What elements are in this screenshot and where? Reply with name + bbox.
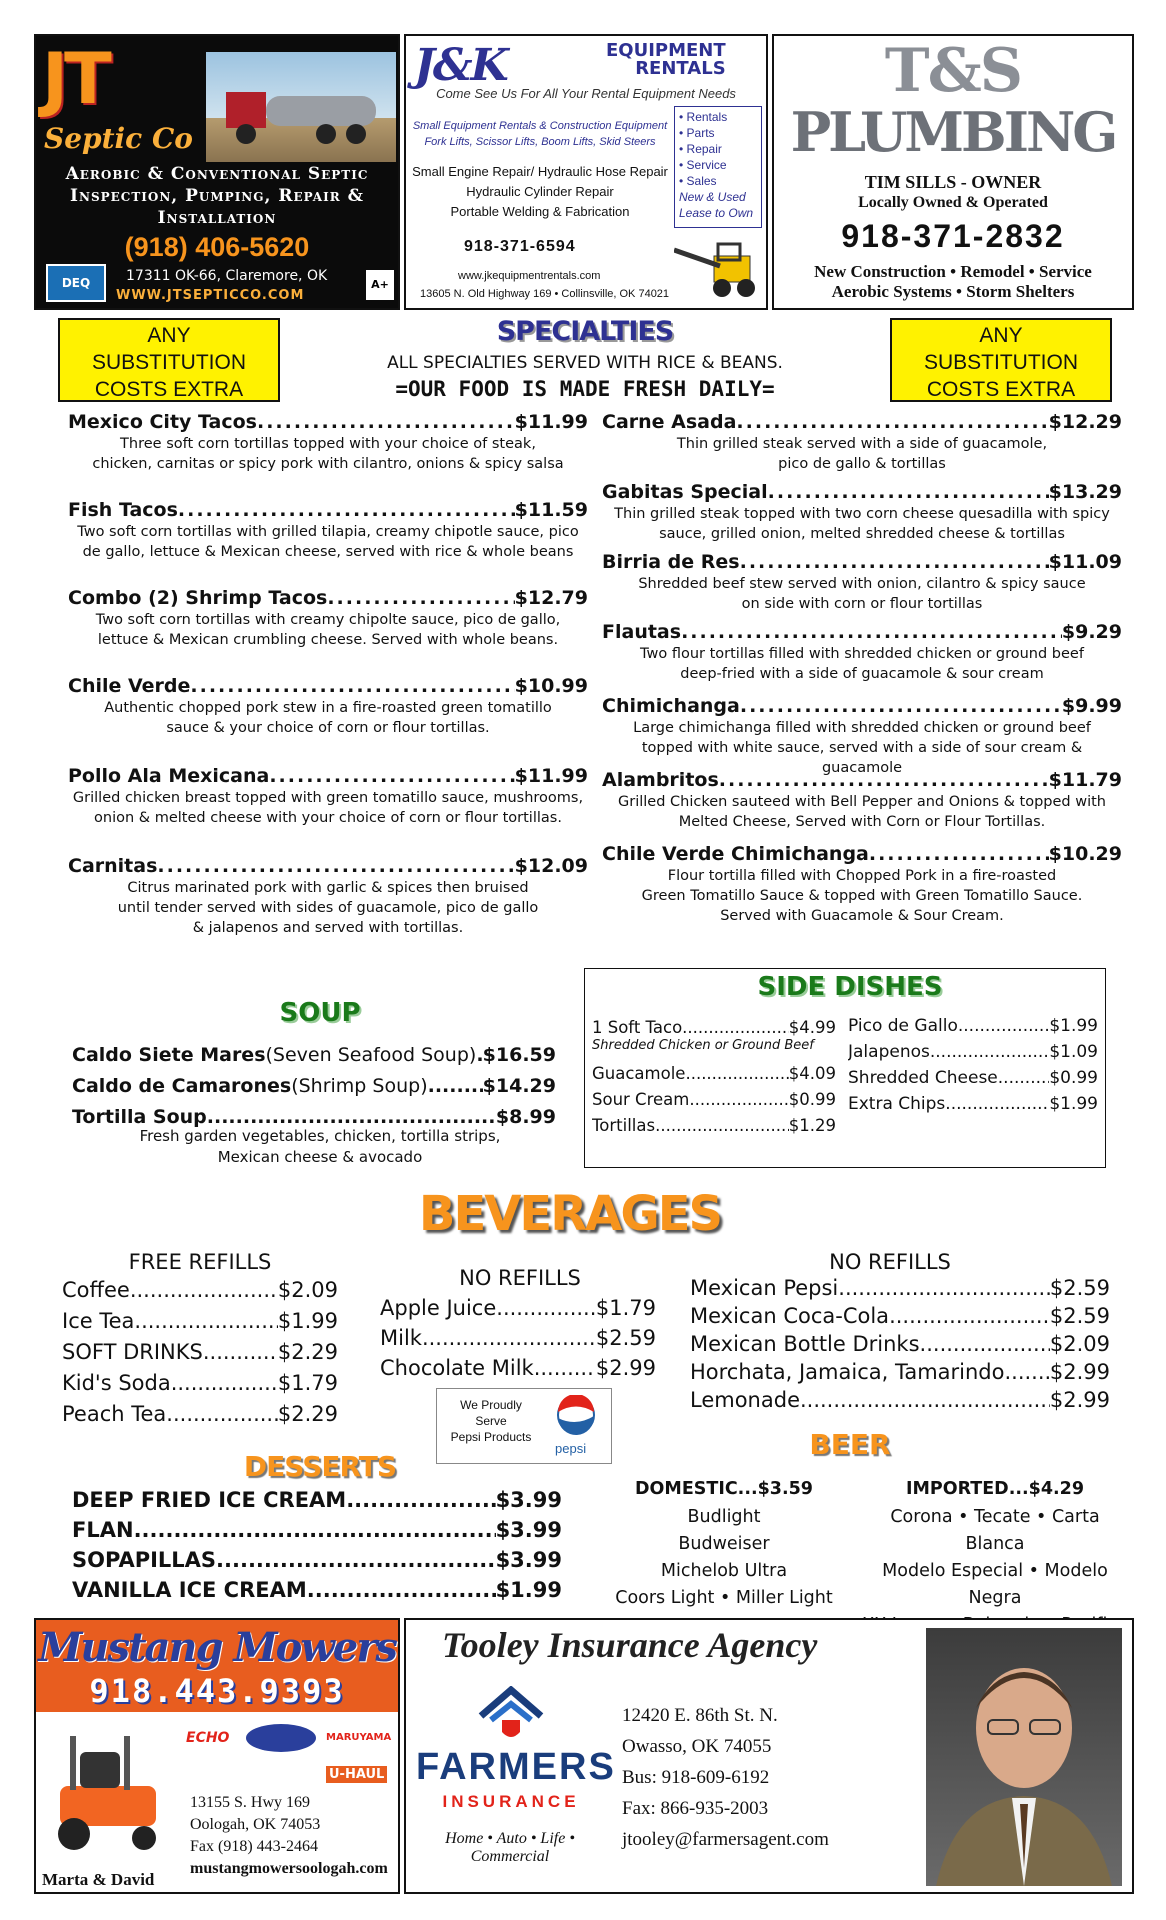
jt-company-name: Septic Co xyxy=(44,122,193,155)
line-item-price: $2.99 xyxy=(595,1356,656,1380)
side-dishes-title: SIDE DISHES xyxy=(757,972,943,1002)
line-item-name: Apple Juice xyxy=(380,1296,497,1320)
line-item-name: SOPAPILLAS xyxy=(72,1548,217,1572)
line-item-name: Shredded Cheese xyxy=(848,1068,998,1088)
line-item-name: Milk xyxy=(380,1326,422,1350)
menu-item-name: Mexico City Tacos xyxy=(68,411,257,433)
agency-name: Tooley Insurance Agency xyxy=(442,1625,818,1665)
free-refills-header: FREE REFILLS xyxy=(128,1250,272,1274)
menu-item-description: Authentic chopped pork stew in a fire-roasted green tomatillo xyxy=(104,700,552,716)
deq-badge: DEQ xyxy=(46,264,106,302)
menu-item-description: Three soft corn tortillas topped with your choice of steak, xyxy=(120,436,536,452)
line-item-price: $8.99 xyxy=(495,1106,556,1128)
jk-phone: 918-371-6594 xyxy=(464,238,576,255)
price-line xyxy=(62,1278,338,1302)
menu-item-description: Flour tortilla filled with Chopped Pork in a fire-roasted xyxy=(667,868,1057,884)
menu-item-description: Large chimichanga filled with shredded chicken or ground beef xyxy=(633,720,1091,736)
line-item-name: Sour Cream xyxy=(592,1090,690,1109)
price-line xyxy=(848,1094,1098,1114)
price-line xyxy=(380,1296,656,1320)
line-item-name: Caldo Siete Mares xyxy=(72,1044,266,1066)
menu-item-name: Combo (2) Shrimp Tacos xyxy=(68,587,328,609)
specialties-subtitle: ALL SPECIALTIES SERVED WITH RICE & BEANS. xyxy=(387,353,783,373)
ts-logo: T&S xyxy=(884,36,1022,106)
jt-phone: (918) 406-5620 xyxy=(124,232,310,262)
ts-plumbing-ad xyxy=(772,34,1134,310)
mustang-mowers-ad xyxy=(34,1618,400,1894)
line-item-name: Extra Chips xyxy=(848,1094,946,1114)
price-line xyxy=(690,1332,1110,1356)
jk-repair: Portable Welding & Fabrication xyxy=(450,204,630,219)
menu-item-price: $12.09 xyxy=(514,855,588,877)
jk-address: 13605 N. Old Highway 169 • Collinsville, OK 74021 xyxy=(420,288,670,300)
price-line xyxy=(72,1518,562,1542)
jk-services: Small Equipment Rentals & Construction Equipment xyxy=(412,120,668,132)
jt-service-line: Inspection, Pumping, Repair & xyxy=(70,186,364,206)
price-line xyxy=(380,1356,656,1380)
menu-item-price: $11.99 xyxy=(514,411,588,433)
line-item-name: Peach Tea xyxy=(62,1402,167,1426)
menu-item-name: Flautas xyxy=(602,621,682,643)
line-item-name: Kid's Soda xyxy=(62,1371,171,1395)
soup-title: SOUP xyxy=(279,998,361,1028)
menu-item-price: $9.99 xyxy=(1061,695,1122,717)
menu-item-description: chicken, carnitas or spicy pork with cilantro, onions & spicy salsa xyxy=(92,456,564,472)
mustang-address: 13155 S. Hwy 169 Oologah, OK 74053 Fax (918) 443-2464 mustangmowersoologah.com xyxy=(190,1794,388,1877)
menu-item-description: topped with white sauce, served with a side of sour cream & guacamole xyxy=(641,740,1083,776)
truck-photo xyxy=(206,52,396,162)
jt-website: WWW.JTSEPTICCO.COM xyxy=(116,288,305,303)
bbb-rating-badge: A+ xyxy=(366,270,394,300)
jk-services-box: • Rentals • Parts • Repair • Service • Sales New & Used Lease to Own xyxy=(674,106,762,228)
ts-phone: 918-371-2832 xyxy=(841,218,1065,254)
line-item-price: $2.59 xyxy=(1049,1304,1110,1328)
menu-item-description: onion & melted cheese with your choice of corn or flour tortillas. xyxy=(94,810,562,826)
line-item-price: $2.99 xyxy=(1049,1388,1110,1412)
price-line xyxy=(72,1106,556,1128)
menu-item-name: Pollo Ala Mexicana xyxy=(68,765,270,787)
price-line xyxy=(848,1016,1098,1036)
line-item-price: $4.09 xyxy=(788,1064,836,1083)
specialties-title: SPECIALTIES xyxy=(496,316,674,347)
price-line xyxy=(62,1340,338,1364)
menu-item-name: Carnitas xyxy=(68,855,158,877)
echo-logo: ECHO xyxy=(186,1730,230,1746)
price-line xyxy=(690,1360,1110,1384)
menu-item xyxy=(68,674,588,738)
menu-item xyxy=(68,410,588,474)
menu-item-description: until tender served with sides of guacamole, pico de gallo xyxy=(117,900,539,916)
price-line xyxy=(62,1402,338,1426)
price-line xyxy=(592,1116,836,1135)
menu-item-name: Carne Asada xyxy=(602,411,737,433)
line-item-price: $16.59 xyxy=(482,1044,556,1066)
menu-item xyxy=(602,768,1122,832)
menu-item-description: pico de gallo & tortillas xyxy=(778,456,946,472)
price-line xyxy=(72,1548,562,1572)
no-refills-header: NO REFILLS xyxy=(829,1250,951,1274)
line-item-name: Tortillas xyxy=(592,1116,656,1135)
line-item-name: FLAN xyxy=(72,1518,134,1542)
menu-item xyxy=(602,842,1122,926)
price-line xyxy=(848,1068,1098,1088)
farmers-shield-icon xyxy=(476,1686,546,1750)
mustang-phone: 918.443.9393 xyxy=(89,1672,345,1710)
pepsi-logo-icon xyxy=(551,1395,601,1445)
line-item-name: 1 Soft Taco xyxy=(592,1018,683,1037)
bad-boy-logo-icon xyxy=(246,1724,316,1752)
line-item-name: Caldo de Camarones xyxy=(72,1075,292,1097)
maruyama-logo: MARUYAMA xyxy=(326,1732,392,1743)
line-item-name: Jalapenos xyxy=(848,1042,930,1062)
line-item-price: $2.59 xyxy=(595,1326,656,1350)
menu-item-price: $10.29 xyxy=(1048,843,1122,865)
line-item-name: Lemonade xyxy=(690,1388,800,1412)
menu-item-description: lettuce & Mexican crumbling cheese. Served with whole beans. xyxy=(97,632,559,648)
line-item-name: Mexican Bottle Drinks xyxy=(690,1332,920,1356)
line-item-name: Ice Tea xyxy=(62,1309,135,1333)
jt-address: 17311 OK-66, Claremore, OK xyxy=(126,268,328,284)
insurance-lines: Home • Auto • Life • Commercial xyxy=(445,1830,575,1865)
line-item-price: $14.29 xyxy=(482,1075,556,1097)
pepsi-wordmark: pepsi xyxy=(555,1441,587,1456)
price-line xyxy=(72,1578,562,1602)
menu-item-description: Two soft corn tortillas with creamy chipolte sauce, pico de gallo, xyxy=(95,612,561,628)
ts-owner: TIM SILLS - OWNER xyxy=(864,172,1042,192)
line-item-name: VANILLA ICE CREAM xyxy=(72,1578,307,1602)
ts-locally-owned: Locally Owned & Operated xyxy=(858,194,1048,211)
jt-logo: JT xyxy=(42,38,108,120)
line-item-price: $1.09 xyxy=(1049,1042,1098,1062)
line-item-price: $2.99 xyxy=(1049,1360,1110,1384)
price-line xyxy=(592,1090,836,1109)
line-item-name: Guacamole xyxy=(592,1064,686,1083)
line-item-name: Mexican Pepsi xyxy=(690,1276,839,1300)
line-item-price: $0.99 xyxy=(788,1090,836,1109)
menu-item xyxy=(602,410,1122,474)
line-item-price: $2.29 xyxy=(277,1340,338,1364)
beer-title: BEER xyxy=(809,1428,891,1461)
price-line xyxy=(380,1326,656,1350)
ts-plumbing-name: PLUMBING xyxy=(790,100,1116,164)
price-line xyxy=(848,1042,1098,1062)
pepsi-badge: We Proudly Serve Pepsi Products pepsi xyxy=(436,1388,612,1464)
mower-icon xyxy=(40,1716,172,1866)
menu-item-description: Thin grilled steak served with a side of guacamole, xyxy=(676,436,1048,452)
line-item-name: Pico de Gallo xyxy=(848,1016,958,1036)
jk-tagline: Come See Us For All Your Rental Equipment Needs xyxy=(436,86,736,101)
price-line xyxy=(690,1304,1110,1328)
line-item-name: DEEP FRIED ICE CREAM xyxy=(72,1488,347,1512)
jk-repair: Small Engine Repair/ Hydraulic Hose Repair xyxy=(412,164,668,179)
domestic-beer-header: DOMESTIC...$3.59 xyxy=(635,1479,813,1499)
fresh-daily-notice: =OUR FOOD IS MADE FRESH DAILY= xyxy=(395,377,775,401)
line-item-name: Horchata, Jamaica, Tamarindo xyxy=(690,1360,1005,1384)
menu-item-name: Gabitas Special xyxy=(602,481,768,503)
price-line xyxy=(62,1371,338,1395)
menu-item-description: Grilled Chicken sauteed with Bell Pepper and Onions & topped with xyxy=(618,794,1106,810)
jk-website: www.jkequipmentrentals.com xyxy=(458,270,601,282)
jk-services: Fork Lifts, Scissor Lifts, Boom Lifts, Skid Steers xyxy=(424,136,656,148)
line-item-price: $1.99 xyxy=(1049,1016,1098,1036)
line-item-price: $1.29 xyxy=(788,1116,836,1135)
line-item-price: $3.99 xyxy=(495,1518,562,1542)
no-refills-header: NO REFILLS xyxy=(459,1266,581,1290)
menu-item xyxy=(602,694,1122,778)
menu-item-description: deep-fried with a side of guacamole & sour cream xyxy=(680,666,1044,682)
domestic-beer-list: Budlight Budweiser Michelob Ultra Coors Light • Miller Light xyxy=(615,1507,833,1608)
agent-photo xyxy=(926,1628,1122,1886)
menu-item-name: Chile Verde Chimichanga xyxy=(602,843,869,865)
menu-item xyxy=(602,480,1122,544)
desserts-title: DESSERTS xyxy=(243,1450,397,1483)
line-item-name: Mexican Coca-Cola xyxy=(690,1304,890,1328)
line-item-price: $2.09 xyxy=(1049,1332,1110,1356)
price-line xyxy=(592,1018,836,1037)
tooley-insurance-ad xyxy=(404,1618,1134,1894)
price-line xyxy=(62,1309,338,1333)
imported-beer-list: Corona • Tecate • Carta Blanca Modelo Especial • Modelo Negra xyxy=(882,1507,1108,1608)
line-item-price: $1.79 xyxy=(595,1296,656,1320)
menu-item-price: $10.99 xyxy=(514,675,588,697)
uhaul-logo: U-HAUL xyxy=(326,1766,387,1783)
price-line xyxy=(72,1044,556,1066)
menu-item-description: Melted Cheese, Served with Corn or Flour Tortillas. xyxy=(678,814,1046,830)
menu-item-description: Two flour tortillas filled with shredded chicken or ground beef xyxy=(640,646,1084,662)
jk-repair: Hydraulic Cylinder Repair xyxy=(466,184,614,199)
ts-services: New Construction • Remodel • Service xyxy=(814,262,1092,281)
line-item-price: $3.99 xyxy=(495,1488,562,1512)
menu-item-price: $11.09 xyxy=(1048,551,1122,573)
line-item-price: $1.99 xyxy=(277,1309,338,1333)
menu-item-price: $11.79 xyxy=(1048,769,1122,791)
forklift-icon xyxy=(674,236,764,302)
beverages-title: BEVERAGES xyxy=(418,1186,722,1242)
menu-item-price: $11.99 xyxy=(514,765,588,787)
line-item-name: SOFT DRINKS xyxy=(62,1340,203,1364)
line-item-name: Tortilla Soup xyxy=(72,1106,207,1128)
line-item-price: $4.99 xyxy=(788,1018,836,1037)
menu-item xyxy=(68,854,588,938)
substitution-notice: ANY SUBSTITUTION COSTS EXTRA xyxy=(890,318,1112,402)
menu-item xyxy=(602,620,1122,684)
line-item-name: Coffee xyxy=(62,1278,130,1302)
menu-item-name: Chile Verde xyxy=(68,675,191,697)
menu-item-description: Green Tomatillo Sauce & topped with Green Tomatillo Sauce. xyxy=(641,888,1083,904)
jt-service-line: Installation xyxy=(157,208,277,228)
menu-item-description: Thin grilled steak topped with two corn cheese quesadilla with spicy xyxy=(614,506,1110,522)
menu-item-price: $12.29 xyxy=(1048,411,1122,433)
menu-item-description: Grilled chicken breast topped with green tomatillo sauce, mushrooms, xyxy=(72,790,584,806)
menu-item xyxy=(602,550,1122,614)
menu-item-name: Fish Tacos xyxy=(68,499,178,521)
jk-equipment-ad xyxy=(404,34,768,310)
menu-item-name: Birria de Res xyxy=(602,551,740,573)
price-line xyxy=(690,1276,1110,1300)
line-item-note: (Shrimp Soup) xyxy=(291,1075,428,1097)
insurance-wordmark: INSURANCE xyxy=(442,1792,580,1811)
line-item-name: Chocolate Milk xyxy=(380,1356,534,1380)
substitution-notice: ANY SUBSTITUTION COSTS EXTRA xyxy=(58,318,280,402)
line-item-note: (Seven Seafood Soup) xyxy=(265,1044,477,1066)
taco-note: Shredded Chicken or Ground Beef xyxy=(592,1038,814,1053)
menu-item xyxy=(68,498,588,562)
line-item-price: $2.59 xyxy=(1049,1276,1110,1300)
jk-equipment-label: EQUIPMENT RENTALS xyxy=(606,40,726,79)
menu-item-description: Citrus marinated pork with garlic & spices then bruised xyxy=(127,880,529,896)
menu-item-description: & jalapenos and served with tortillas. xyxy=(192,920,464,936)
line-item-price: $3.99 xyxy=(495,1548,562,1572)
soup-description: Fresh garden vegetables, chicken, tortilla strips, Mexican cheese & avocado xyxy=(139,1127,501,1166)
mustang-owners: Marta & David xyxy=(42,1870,155,1889)
agency-contact: 12420 E. 86th St. N. Owasso, OK 74055 Bus: 918-609-6192 Fax: 866-935-2003 jtooley@farmersagent.com xyxy=(622,1705,829,1850)
imported-beer-header: IMPORTED...$4.29 xyxy=(905,1479,1085,1499)
line-item-price: $0.99 xyxy=(1049,1068,1098,1088)
line-item-price: $2.09 xyxy=(277,1278,338,1302)
menu-item-description: de gallo, lettuce & Mexican cheese, served with rice & whole beans xyxy=(82,544,574,560)
jt-septic-ad xyxy=(34,34,400,310)
menu-item-description: Served with Guacamole & Sour Cream. xyxy=(720,908,1004,924)
menu-item-name: Alambritos xyxy=(602,769,719,791)
menu-item xyxy=(68,764,588,828)
ts-services: Aerobic Systems • Storm Shelters xyxy=(831,282,1075,301)
price-line xyxy=(690,1388,1110,1412)
line-item-price: $1.99 xyxy=(495,1578,562,1602)
menu-item-price: $9.29 xyxy=(1061,621,1122,643)
jk-logo: J&K xyxy=(414,40,507,91)
jt-service-line: Aerobic & Conventional Septic xyxy=(65,164,369,184)
menu-item-description: sauce & your choice of corn or flour tortillas. xyxy=(166,720,490,736)
price-line xyxy=(592,1064,836,1083)
price-line xyxy=(72,1488,562,1512)
menu-item xyxy=(68,586,588,650)
menu-item-description: Shredded beef stew served with onion, cilantro & spicy sauce xyxy=(638,576,1086,592)
line-item-price: $1.99 xyxy=(1049,1094,1098,1114)
menu-item-description: sauce, grilled onion, melted shredded cheese & tortillas xyxy=(659,526,1065,542)
menu-item-description: on side with corn or flour tortillas xyxy=(741,596,983,612)
line-item-price: $2.29 xyxy=(277,1402,338,1426)
line-item-price: $1.79 xyxy=(277,1371,338,1395)
menu-item-name: Chimichanga xyxy=(602,695,740,717)
farmers-wordmark: FARMERS xyxy=(416,1746,616,1788)
menu-item-price: $12.79 xyxy=(514,587,588,609)
price-line xyxy=(72,1075,556,1097)
mustang-logo: Mustang Mowers xyxy=(38,1624,396,1671)
menu-item-description: Two soft corn tortillas with grilled tilapia, creamy chipotle sauce, pico xyxy=(77,524,579,540)
menu-item-price: $11.59 xyxy=(514,499,588,521)
menu-item-price: $13.29 xyxy=(1048,481,1122,503)
